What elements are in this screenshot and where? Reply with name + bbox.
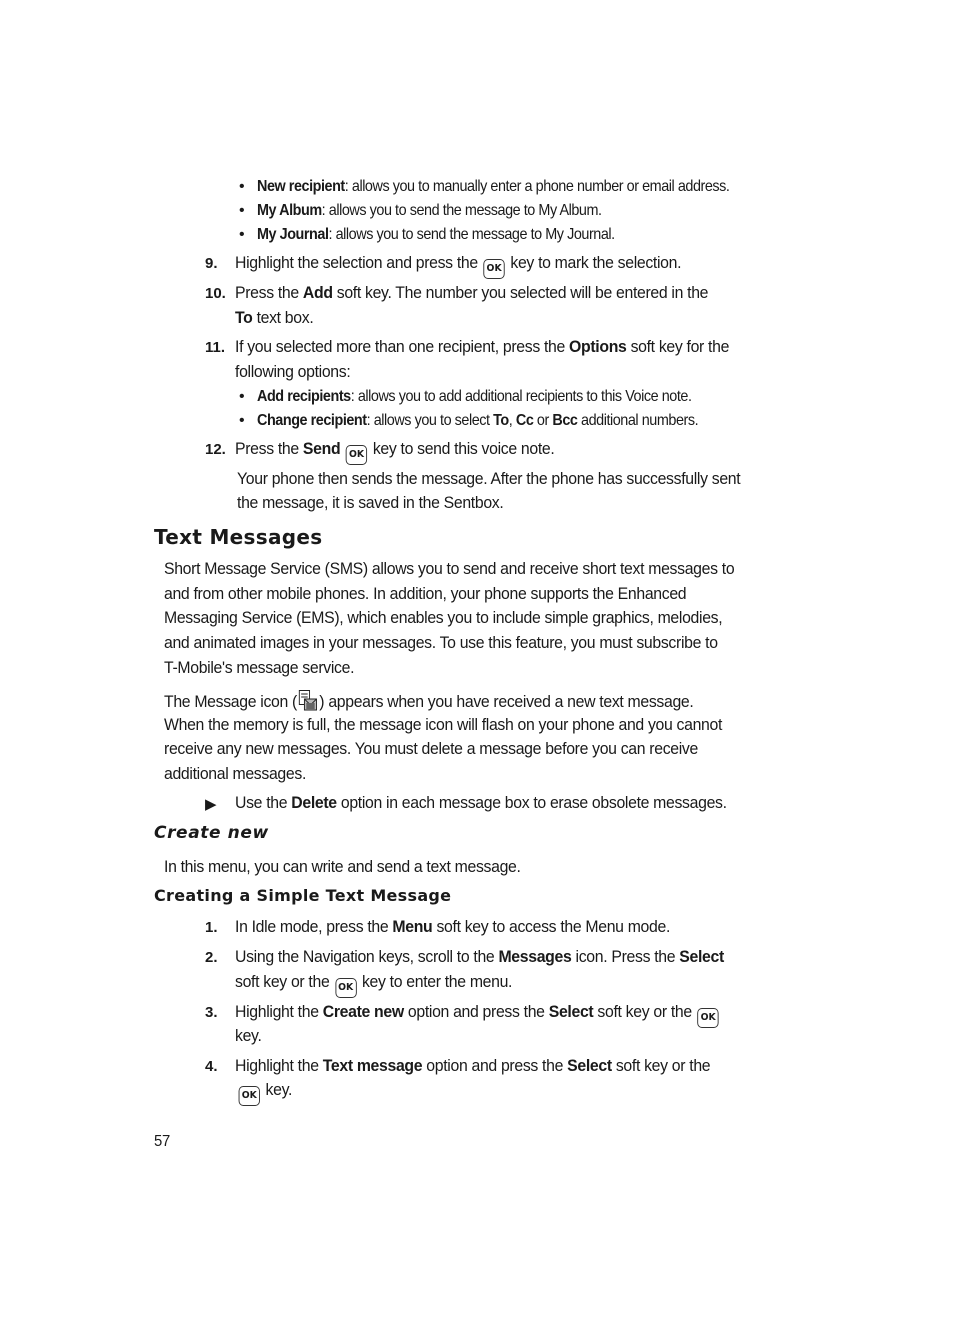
step-text: In Idle mode, press the Menu soft key to access the Menu mode. <box>235 917 671 936</box>
step-text: Highlight the Text message option and press the Select soft key or the <box>235 1056 711 1075</box>
message-icon <box>298 690 318 712</box>
list-item: Add recipients: allows you to add additional recipients to this Voice note. <box>257 388 692 405</box>
step-text: key. <box>235 1026 262 1045</box>
list-item: New recipient: allows you to manually enter a phone number or email address. <box>257 178 730 195</box>
step-text: soft key or the OK key to enter the menu. <box>235 972 512 998</box>
triangle-pointer-icon: ▶ <box>205 796 217 813</box>
step-number: 1. <box>205 919 218 936</box>
step-text: Press the Send OK key to send this voice note. <box>235 439 554 465</box>
list-item: Change recipient: allows you to select To, Cc or Bcc additional numbers. <box>257 412 699 429</box>
bullet-dot-icon: • <box>239 388 245 405</box>
bullet-dot-icon: • <box>239 412 245 429</box>
step-text: following options: <box>235 362 351 381</box>
paragraph-line: Your phone then sends the message. After the phone has successfully sent <box>237 469 741 488</box>
step-number: 10. <box>205 285 226 302</box>
paragraph-line: In this menu, you can write and send a text message. <box>164 857 521 876</box>
step-text: If you selected more than one recipient, press the Options soft key for the <box>235 337 730 356</box>
page-number: 57 <box>154 1133 170 1150</box>
step-number: 9. <box>205 255 218 272</box>
step-text: Using the Navigation keys, scroll to the Messages icon. Press the Select <box>235 947 724 966</box>
bullet-dot-icon: • <box>239 178 245 195</box>
subsubsection-title: Creating a Simple Text Message <box>154 886 452 905</box>
paragraph-line: and animated images in your messages. To use this feature, you must subscribe to <box>164 633 718 652</box>
step-text: Press the Add soft key. The number you selected will be entered in the <box>235 283 709 302</box>
ok-key-icon: OK <box>239 1086 260 1106</box>
step-number: 11. <box>205 339 226 356</box>
paragraph-line: When the memory is full, the message icon will flash on your phone and you cannot <box>164 715 723 734</box>
list-item: My Journal: allows you to send the message to My Journal. <box>257 226 615 243</box>
paragraph-line: T-Mobile's message service. <box>164 658 355 677</box>
paragraph-line: the message, it is saved in the Sentbox. <box>237 493 504 512</box>
paragraph-line: and from other mobile phones. In addition, your phone supports the Enhanced <box>164 584 687 603</box>
bullet-dot-icon: • <box>239 226 245 243</box>
list-item: My Album: allows you to send the message to My Album. <box>257 202 602 219</box>
step-number: 2. <box>205 949 218 966</box>
ok-key-icon: OK <box>483 259 504 279</box>
ok-key-icon: OK <box>697 1008 718 1028</box>
step-number: 4. <box>205 1058 218 1075</box>
ok-key-icon: OK <box>346 445 367 465</box>
step-number: 12. <box>205 441 226 458</box>
paragraph-line: additional messages. <box>164 764 307 783</box>
step-text: To text box. <box>235 308 314 327</box>
ok-key-icon: OK <box>335 978 356 998</box>
step-text: Highlight the Create new option and press the Select soft key or the OK <box>235 1002 724 1028</box>
step-text: OK key. <box>233 1080 292 1106</box>
step-text: Highlight the selection and press the OK key to mark the selection. <box>235 253 681 279</box>
subsection-title: Create new <box>154 823 269 843</box>
paragraph-line: The Message icon ( ) appears when you have received a new text message. <box>164 692 694 711</box>
step-number: 3. <box>205 1004 218 1021</box>
tip-text: Use the Delete option in each message box to erase obsolete messages. <box>235 793 727 812</box>
paragraph-line: receive any new messages. You must delete a message before you can receive <box>164 739 698 758</box>
bullet-dot-icon: • <box>239 202 245 219</box>
paragraph-line: Messaging Service (EMS), which enables you to include simple graphics, melodies, <box>164 608 723 627</box>
paragraph-line: Short Message Service (SMS) allows you to send and receive short text messages to <box>164 559 735 578</box>
section-title: Text Messages <box>154 525 323 549</box>
